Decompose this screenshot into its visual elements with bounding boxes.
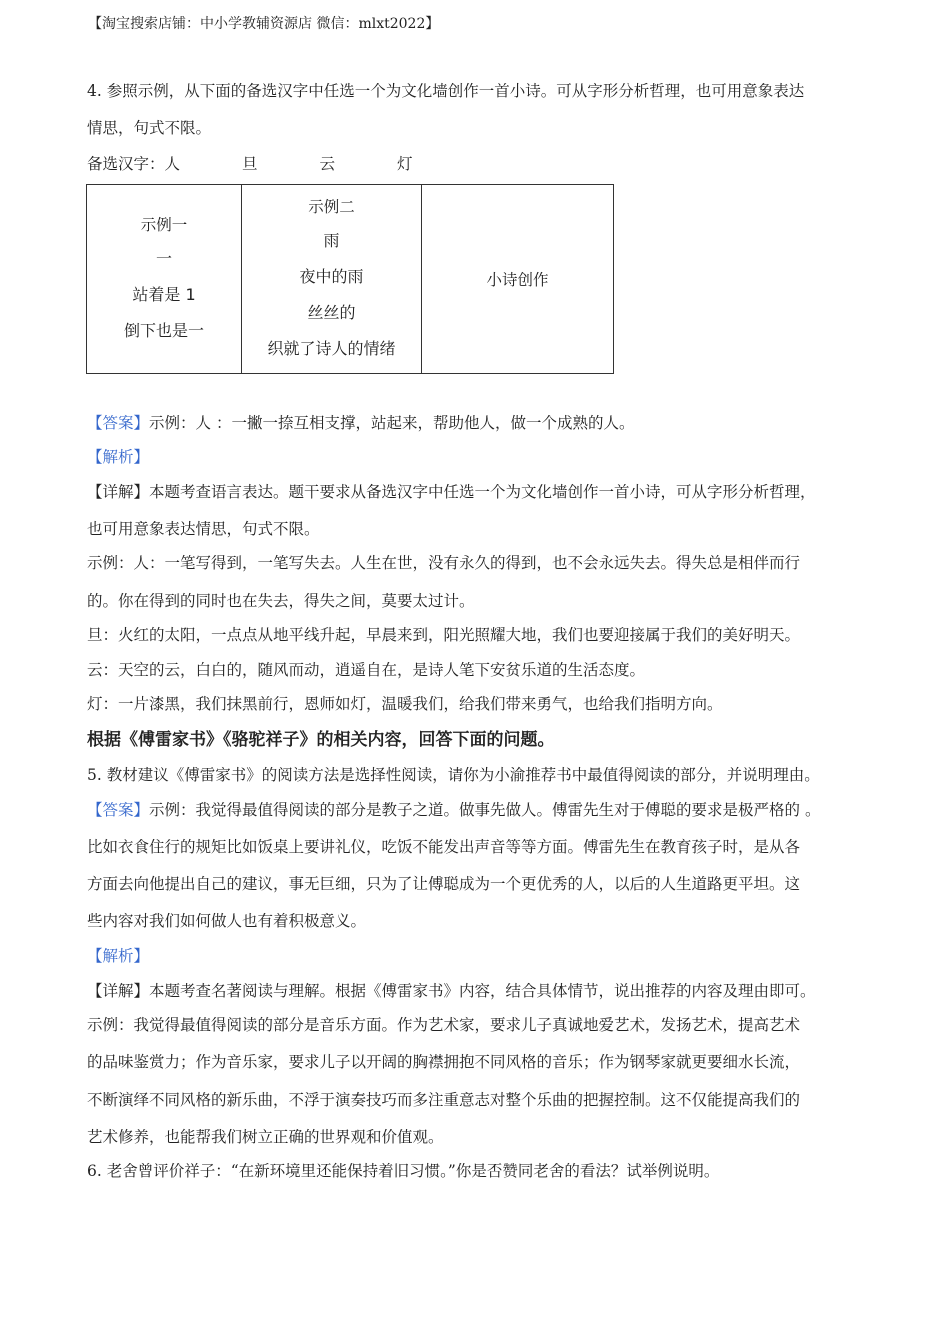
q4-detail-line: 也可用意象表达情思，句式不限。: [87, 520, 320, 538]
detail-text: 本题考查名著阅读与理解。根据《傅雷家书》内容，结合具体情节，说出推荐的内容及理由即可。: [149, 982, 816, 1000]
q5-question: 5. 教材建议《傅雷家书》的阅读方法是选择性阅读，请你为小渝推荐书中最值得阅读的部分，并说明理由。: [87, 766, 820, 784]
example-one-title: 示例一: [140, 216, 188, 234]
candidate-char: 旦: [242, 155, 258, 173]
candidate-char: 云: [319, 155, 336, 173]
q5-answer-line: 方面去向他提出自己的建议，事无巨细，只为了让傅聪成为一个更优秀的人，以后的人生道路更平坦。这: [87, 875, 801, 893]
answer-tag: 【答案】: [87, 414, 150, 432]
q4-detail-line: 的。你在得到的同时也在失去，得失之间，莫要太过计。: [87, 592, 475, 610]
example-two-line: 雨: [323, 231, 340, 250]
candidates-label: 备选汉字：人: [87, 155, 181, 173]
poem-creation-cell: [422, 185, 614, 374]
example-two-line: 丝丝的: [307, 303, 356, 322]
example-one-cell: [87, 185, 242, 374]
poem-example-table: [86, 184, 614, 374]
example-one-line: 倒下也是一: [123, 321, 204, 340]
answer-tag: 【答案】: [87, 801, 150, 819]
answer-text: 示例：人 ：一撇一捺互相支撑，站起来，帮助他人，做一个成熟的人。: [149, 414, 635, 432]
q4-question-line-1: 4. 参照示例，从下面的备选汉字中任选一个为文化墙创作一首小诗。可从字形分析哲理，也可用意象表达: [87, 82, 805, 100]
q5-answer-line: [87, 801, 820, 820]
q4-detail-line: 云：天空的云，白白的，随风而动，逍遥自在，是诗人笔下安贫乐道的生活态度。: [87, 661, 646, 679]
detail-text: 本题考查语言表达。题干要求从备选汉字中任选一个为文化墙创作一首小诗，可从字形分析哲理，: [149, 483, 816, 501]
example-two-cell: [242, 185, 422, 374]
q5-answer-line: 比如衣食住行的规矩比如饭桌上要讲礼仪，吃饭不能发出声音等等方面。傅雷先生在教育孩子时，是从各: [87, 838, 801, 856]
answer-text: 示例：我觉得最值得阅读的部分是教子之道。做事先做人。傅雷先生对于傅聪的要求是极严格的 。: [149, 801, 821, 819]
q4-detail-line: 灯：一片漆黑，我们抹黑前行，恩师如灯，温暖我们，给我们带来勇气，也给我们指明方向。: [87, 695, 723, 713]
example-one-line: 站着是 1: [132, 285, 196, 304]
section-heading: 根据《傅雷家书》《骆驼祥子》的相关内容，回答下面的问题。: [87, 730, 555, 750]
q5-detail-line: 示例：我觉得最值得阅读的部分是音乐方面。作为艺术家，要求儿子真诚地爱艺术，发扬艺术，提高艺术: [87, 1016, 801, 1034]
q4-detail-line: 旦：火红的太阳，一点点从地平线升起，早晨来到，阳光照耀大地，我们也要迎接属于我们的美好明天。: [87, 626, 801, 644]
q5-answer-line: 些内容对我们如何做人也有着积极意义。: [87, 912, 367, 930]
example-two-line: 织就了诗人的情绪: [267, 339, 396, 358]
detail-tag: 【详解】: [87, 982, 150, 1000]
q4-detail-line: [87, 483, 816, 502]
q5-detail-line: [87, 982, 816, 1001]
example-two-title: 示例二: [308, 198, 355, 216]
q4-analysis-tag: 【解析】: [87, 448, 150, 466]
candidate-char: 灯: [397, 155, 413, 173]
q4-question-line-2: 情思，句式不限。: [87, 119, 212, 137]
q4-detail-line: 示例：人：一笔写得到，一笔写失去。人生在世，没有永久的得到，也不会永远失去。得失总是相伴而行: [87, 554, 801, 572]
poem-creation-label: 小诗创作: [486, 271, 549, 289]
q4-candidate-characters: [87, 155, 413, 174]
q5-detail-line: 不断演绎不同风格的新乐曲，不浮于演奏技巧而多注重意志对整个乐曲的把握控制。这不仅能提高我们的: [87, 1091, 801, 1109]
q4-answer: [87, 414, 634, 433]
q5-detail-line: 的品味鉴赏力；作为音乐家，要求儿子以开阔的胸襟拥抱不同风格的音乐；作为钢琴家就更要细水长流，: [87, 1053, 801, 1071]
q5-detail-line: 艺术修养，也能帮我们树立正确的世界观和价值观。: [87, 1128, 444, 1146]
example-two-line: 夜中的雨: [299, 267, 364, 286]
detail-tag: 【详解】: [87, 483, 150, 501]
q6-question: 6. 老舍曾评价祥子：“在新环境里还能保持着旧习惯。”你是否赞同老舍的看法？试举例说明。: [87, 1162, 720, 1180]
q5-analysis-tag: 【解析】: [87, 947, 150, 965]
watermark-header: 【淘宝搜索店铺：中小学教辅资源店 微信：mlxt2022】: [88, 16, 440, 32]
example-one-line: 一: [155, 249, 172, 268]
